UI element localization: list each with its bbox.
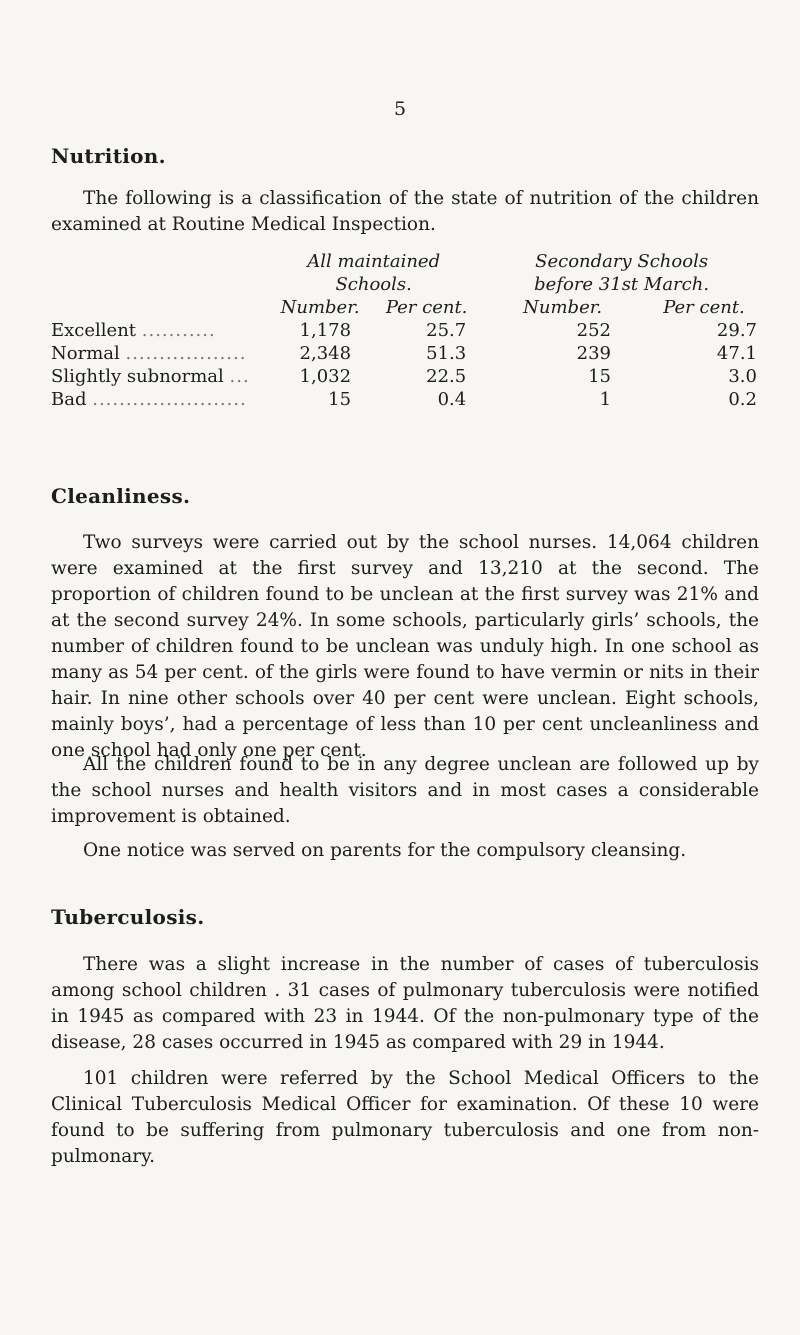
cell-per-cent: 47.1 [716,343,757,364]
table-row: Normal .................. 2,348 51.3 239 47.1 [51,342,763,365]
row-label: Excellent [51,320,137,341]
nutrition-table [51,250,763,411]
group-header-row [51,250,763,273]
cell-per-cent: 25.7 [426,320,467,341]
nutrition-intro: The following is a classification of the state of nutrition of the children examined at Routine Medical Inspection. [51,188,759,235]
secondary-header-line2: before 31st March. [534,274,710,295]
cell-per-cent: 3.0 [728,366,757,387]
cell-number: 1,178 [299,320,352,341]
maintained-header-line2: Schools. [335,274,412,295]
table-row: Slightly subnormal ... 1,032 22.5 15 3.0 [51,365,763,388]
page-number: 5 [393,98,407,120]
col-header-per-cent: Per cent. [663,297,745,318]
cell-per-cent: 0.4 [437,389,467,410]
cleanliness-paragraph-3: One notice was served on parents for the compulsory cleansing. [83,840,687,861]
nutrition-heading: Nutrition. [51,144,166,168]
cell-per-cent: 51.3 [426,343,467,364]
row-label: Bad [51,389,87,410]
tuberculosis-heading: Tuberculosis. [51,905,205,929]
cleanliness-heading: Cleanliness. [51,484,191,508]
col-header-number: Number. [280,297,360,318]
cleanliness-paragraph-1: Two surveys were carried out by the school nurses. 14,064 children were examined at the first survey and 13,210 at the second. The proportion of children found to be unclean at the first survey was 21% and at the second survey 24%. In some schools, particularly girls’ schools, the number of children found to be unclean was unduly high. In one school as many as 54 per cent. of the girls were found to have vermin or nits in their hair. In nine other schools over 40 per cent were unclean. Eight schools, mainly boys’, had a percentage of less than 10 per cent uncleanliness and one school had only one per cent. [51,532,759,761]
row-label: Normal [51,343,120,364]
cell-number: 2,348 [299,343,352,364]
cell-number: 1,032 [299,366,352,387]
col-header-number: Number. [523,297,603,318]
maintained-header-line1: All maintained [307,251,441,272]
cell-number: 239 [576,343,612,364]
cell-number: 15 [328,389,352,410]
table-row: Bad ....................... 15 0.4 1 0.2 [51,388,763,411]
col-header-per-cent: Per cent. [385,297,468,318]
row-label: Slightly subnormal [51,366,224,387]
cell-number: 252 [576,320,612,341]
tuberculosis-paragraph-2: 101 children were referred by the School Medical Officers to the Clinical Tuberculosis Medical Officer for examination. Of these 10 were found to be suffering from pulmonary tuberculosis and one from non-pulmonary. [51,1068,759,1167]
group-header-row-2 [51,273,763,296]
cell-number: 1 [599,389,612,410]
column-header-row [51,296,763,319]
tuberculosis-paragraph-1: There was a slight increase in the number of cases of tuberculosis among school children . 31 cases of pulmonary tuberculosis were notified in 1945 as compared with 23 in 1944. Of the non-pulmonary type of the disease, 28 cases occurred in 1945 as compared with 29 in 1944. [51,954,759,1053]
cell-per-cent: 0.2 [728,389,757,410]
table-row: Excellent ........... 1,178 25.7 252 29.7 [51,319,763,342]
cell-per-cent: 22.5 [426,366,467,387]
secondary-header-line1: Secondary Schools [535,251,709,272]
cell-per-cent: 29.7 [716,320,757,341]
cell-number: 15 [588,366,612,387]
cleanliness-paragraph-2: All the children found to be in any degree unclean are followed up by the school nurses and health visitors and in most cases a considerable improvement is obtained. [51,754,759,827]
